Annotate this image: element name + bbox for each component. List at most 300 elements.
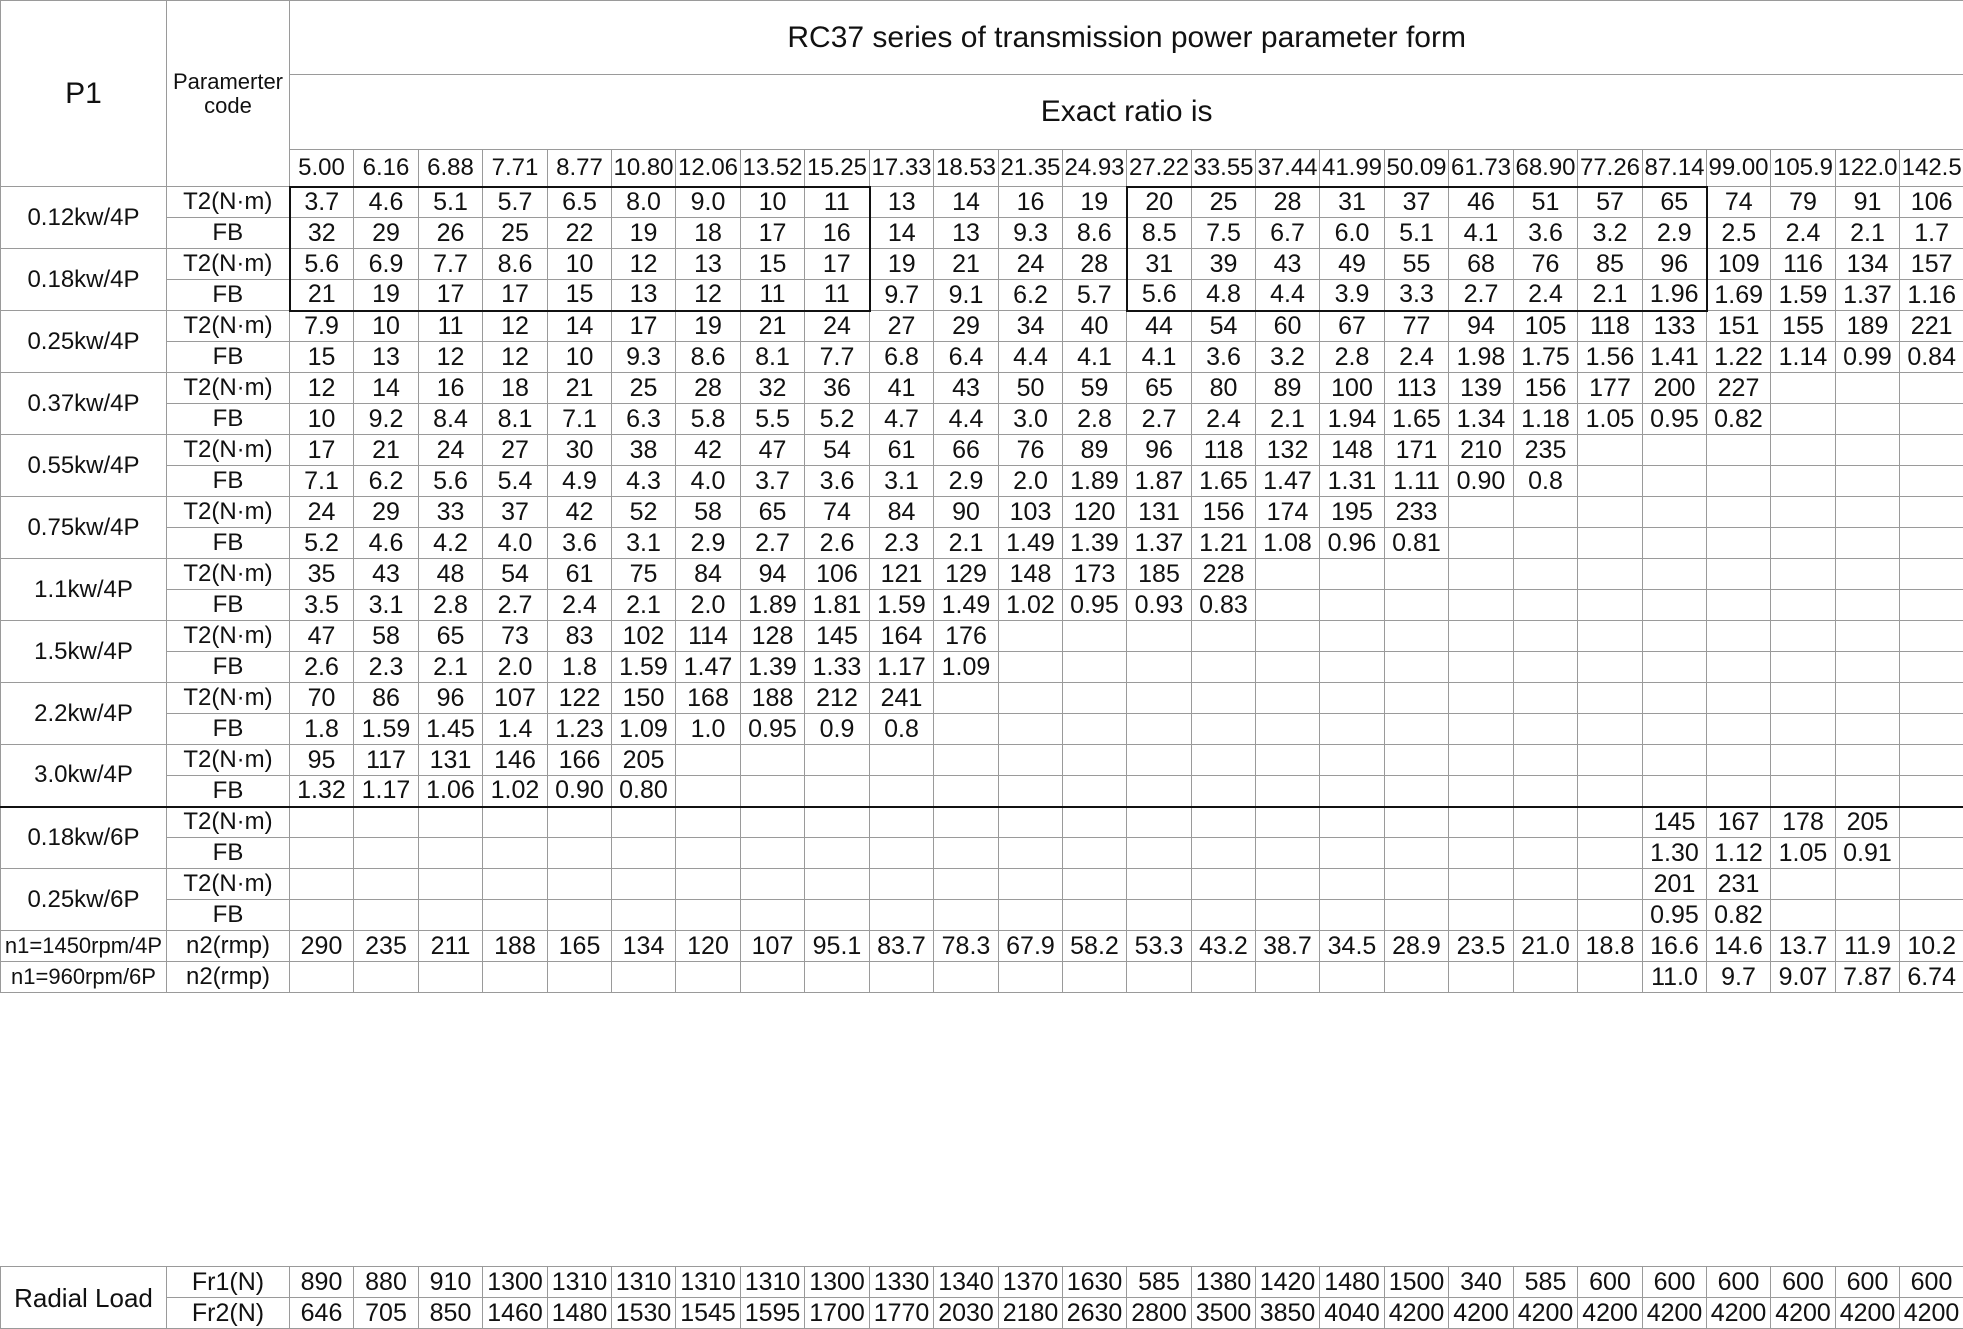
output-speed-cell — [612, 962, 676, 993]
service-factor-cell: 0.84 — [1900, 342, 1963, 373]
service-factor-cell — [1643, 714, 1707, 745]
fr2-value-cell: 1460 — [483, 1298, 548, 1329]
output-speed-cell: 290 — [290, 931, 354, 962]
service-factor-cell — [1900, 900, 1963, 931]
torque-value-cell: 21 — [548, 373, 612, 404]
service-factor-cell — [1900, 838, 1963, 869]
power-rating-cell: 1.1kw/4P — [1, 559, 167, 621]
torque-value-cell: 31 — [1127, 249, 1192, 280]
service-factor-cell — [1449, 714, 1514, 745]
output-speed-cell: 95.1 — [805, 931, 870, 962]
torque-value-cell — [676, 807, 741, 838]
service-factor-cell — [1836, 404, 1900, 435]
service-factor-cell — [483, 900, 548, 931]
service-factor-cell: 4.1 — [1127, 342, 1192, 373]
torque-value-cell: 24 — [290, 497, 354, 528]
output-speed-cell — [1320, 962, 1385, 993]
torque-value-cell — [1449, 745, 1514, 776]
torque-value-cell: 185 — [1127, 559, 1192, 590]
torque-value-cell: 176 — [934, 621, 999, 652]
service-factor-cell: 5.6 — [1127, 280, 1192, 311]
fr1-value-cell: 1630 — [1063, 1267, 1127, 1298]
service-factor-cell — [1836, 528, 1900, 559]
torque-value-cell — [934, 745, 999, 776]
ratio-cell: 8.77 — [548, 150, 612, 187]
output-speed-cell — [419, 962, 483, 993]
service-factor-cell: 9.7 — [870, 280, 934, 311]
service-factor-cell — [999, 900, 1063, 931]
output-speed-cell: 43.2 — [1192, 931, 1256, 962]
torque-value-cell: 54 — [1192, 311, 1256, 342]
service-factor-cell — [548, 838, 612, 869]
torque-value-cell: 84 — [870, 497, 934, 528]
parameter-code-cell: T2(N·m) — [167, 497, 290, 528]
torque-value-cell: 5.7 — [483, 187, 548, 218]
service-factor-cell — [1771, 528, 1836, 559]
service-factor-cell: 1.05 — [1771, 838, 1836, 869]
parameter-code-cell: FB — [167, 280, 290, 311]
torque-value-cell — [805, 869, 870, 900]
service-factor-cell: 2.8 — [1320, 342, 1385, 373]
output-speed-cell: 14.6 — [1707, 931, 1771, 962]
service-factor-cell: 9.2 — [354, 404, 419, 435]
service-factor-cell: 1.14 — [1771, 342, 1836, 373]
service-factor-cell: 17 — [483, 280, 548, 311]
torque-value-cell: 5.1 — [419, 187, 483, 218]
torque-value-cell: 58 — [676, 497, 741, 528]
service-factor-cell: 2.9 — [676, 528, 741, 559]
service-factor-cell — [1771, 404, 1836, 435]
torque-value-cell: 40 — [1063, 311, 1127, 342]
service-factor-cell — [1320, 900, 1385, 931]
torque-value-cell — [676, 745, 741, 776]
torque-value-cell: 96 — [419, 683, 483, 714]
service-factor-cell: 1.05 — [1578, 404, 1643, 435]
service-factor-cell: 0.83 — [1192, 590, 1256, 621]
torque-row — [1, 249, 1963, 280]
output-speed-cell: 134 — [612, 931, 676, 962]
torque-value-cell: 94 — [1449, 311, 1514, 342]
service-factor-cell: 0.82 — [1707, 404, 1771, 435]
service-factor-cell — [1836, 466, 1900, 497]
service-factor-cell: 2.6 — [290, 652, 354, 683]
output-speed-cell — [1256, 962, 1320, 993]
torque-value-cell — [1385, 745, 1449, 776]
service-factor-cell: 1.37 — [1127, 528, 1192, 559]
torque-value-cell: 241 — [870, 683, 934, 714]
service-factor-cell: 1.11 — [1385, 466, 1449, 497]
torque-value-cell — [1771, 373, 1836, 404]
service-factor-cell: 7.7 — [805, 342, 870, 373]
service-factor-cell: 3.6 — [1192, 342, 1256, 373]
service-factor-cell: 1.75 — [1514, 342, 1578, 373]
torque-value-cell: 17 — [612, 311, 676, 342]
fr2-value-cell: 3500 — [1192, 1298, 1256, 1329]
torque-value-cell: 17 — [805, 249, 870, 280]
torque-value-cell: 29 — [354, 497, 419, 528]
fr2-value-cell: 1480 — [548, 1298, 612, 1329]
torque-value-cell — [1192, 807, 1256, 838]
torque-value-cell: 67 — [1320, 311, 1385, 342]
torque-value-cell — [1192, 869, 1256, 900]
torque-value-cell: 195 — [1320, 497, 1385, 528]
service-factor-cell — [676, 776, 741, 807]
service-factor-cell — [1836, 776, 1900, 807]
torque-value-cell: 10 — [548, 249, 612, 280]
parameter-code-cell: FB — [167, 776, 290, 807]
service-factor-cell: 3.3 — [1385, 280, 1449, 311]
fr2-value-cell: 4200 — [1771, 1298, 1836, 1329]
fr1-value-cell: 880 — [354, 1267, 419, 1298]
torque-value-cell: 21 — [934, 249, 999, 280]
service-factor-cell — [1320, 652, 1385, 683]
torque-value-cell: 11 — [419, 311, 483, 342]
service-factor-cell — [805, 776, 870, 807]
service-factor-cell — [1320, 590, 1385, 621]
service-factor-cell — [290, 900, 354, 931]
torque-value-cell — [354, 869, 419, 900]
torque-value-cell: 36 — [805, 373, 870, 404]
service-factor-cell: 0.95 — [1063, 590, 1127, 621]
service-factor-cell — [1063, 652, 1127, 683]
service-factor-cell — [483, 838, 548, 869]
service-factor-cell — [870, 776, 934, 807]
parameter-code-header: Paramerter code — [167, 1, 290, 187]
output-speed-cell: 23.5 — [1449, 931, 1514, 962]
torque-value-cell: 28 — [1256, 187, 1320, 218]
service-factor-cell: 1.06 — [419, 776, 483, 807]
fr2-value-cell: 1530 — [612, 1298, 676, 1329]
service-factor-cell: 8.6 — [1063, 218, 1127, 249]
service-factor-cell — [1643, 466, 1707, 497]
torque-value-cell — [741, 807, 805, 838]
parameter-code-cell: FB — [167, 218, 290, 249]
ratio-cell: 122.0 — [1836, 150, 1900, 187]
output-speed-cell — [805, 962, 870, 993]
service-factor-cell — [1385, 652, 1449, 683]
output-speed-cell: 13.7 — [1771, 931, 1836, 962]
torque-value-cell — [870, 807, 934, 838]
service-factor-cell — [934, 776, 999, 807]
torque-value-cell: 34 — [999, 311, 1063, 342]
service-factor-cell: 1.56 — [1578, 342, 1643, 373]
service-factor-cell — [1127, 900, 1192, 931]
torque-value-cell — [1900, 497, 1963, 528]
torque-value-cell — [1127, 683, 1192, 714]
service-factor-cell: 1.09 — [612, 714, 676, 745]
torque-value-cell: 49 — [1320, 249, 1385, 280]
parameter-code-cell: FB — [167, 466, 290, 497]
torque-value-cell — [1900, 435, 1963, 466]
service-factor-cell: 1.69 — [1707, 280, 1771, 311]
torque-value-cell: 131 — [1127, 497, 1192, 528]
torque-value-cell: 105 — [1514, 311, 1578, 342]
service-factor-cell: 6.7 — [1256, 218, 1320, 249]
service-factor-cell: 0.91 — [1836, 838, 1900, 869]
service-factor-cell — [1192, 714, 1256, 745]
torque-value-cell: 114 — [676, 621, 741, 652]
service-factor-cell: 2.9 — [1643, 218, 1707, 249]
torque-value-cell: 94 — [741, 559, 805, 590]
torque-value-cell: 21 — [354, 435, 419, 466]
torque-value-cell: 6.5 — [548, 187, 612, 218]
service-factor-cell — [1900, 776, 1963, 807]
service-factor-cell: 1.30 — [1643, 838, 1707, 869]
torque-value-cell: 70 — [290, 683, 354, 714]
service-factor-cell: 3.1 — [870, 466, 934, 497]
service-factor-cell — [934, 838, 999, 869]
service-factor-cell — [1127, 714, 1192, 745]
service-factor-cell — [1192, 776, 1256, 807]
ratio-cell: 21.35 — [999, 150, 1063, 187]
service-factor-cell: 1.47 — [676, 652, 741, 683]
torque-value-cell: 43 — [1256, 249, 1320, 280]
torque-value-cell: 29 — [934, 311, 999, 342]
service-factor-cell — [870, 900, 934, 931]
service-factor-row — [1, 404, 1963, 435]
torque-value-cell — [1192, 621, 1256, 652]
torque-row — [1, 869, 1963, 900]
service-factor-cell: 5.8 — [676, 404, 741, 435]
service-factor-cell — [1771, 466, 1836, 497]
service-factor-cell: 4.4 — [999, 342, 1063, 373]
service-factor-cell — [1320, 838, 1385, 869]
service-factor-cell — [1836, 652, 1900, 683]
torque-value-cell: 106 — [1900, 187, 1963, 218]
service-factor-cell: 2.7 — [1449, 280, 1514, 311]
fr1-value-cell: 600 — [1707, 1267, 1771, 1298]
service-factor-cell: 3.1 — [354, 590, 419, 621]
service-factor-cell: 18 — [676, 218, 741, 249]
service-factor-cell: 2.3 — [354, 652, 419, 683]
torque-value-cell: 65 — [741, 497, 805, 528]
service-factor-cell: 1.17 — [870, 652, 934, 683]
fr1-row — [1, 1267, 1963, 1298]
service-factor-cell — [1900, 714, 1963, 745]
torque-value-cell — [1449, 683, 1514, 714]
torque-value-cell — [1514, 807, 1578, 838]
torque-value-cell — [1063, 683, 1127, 714]
ratio-cell: 41.99 — [1320, 150, 1385, 187]
service-factor-cell: 6.2 — [999, 280, 1063, 311]
service-factor-cell — [1063, 900, 1127, 931]
torque-value-cell: 132 — [1256, 435, 1320, 466]
service-factor-cell: 1.08 — [1256, 528, 1320, 559]
torque-value-cell: 75 — [612, 559, 676, 590]
service-factor-cell: 4.1 — [1063, 342, 1127, 373]
service-factor-cell: 4.8 — [1192, 280, 1256, 311]
torque-value-cell — [1707, 745, 1771, 776]
service-factor-cell — [999, 652, 1063, 683]
output-speed-cell: 211 — [419, 931, 483, 962]
torque-value-cell: 231 — [1707, 869, 1771, 900]
torque-value-cell — [1900, 559, 1963, 590]
service-factor-cell: 1.39 — [1063, 528, 1127, 559]
service-factor-cell: 2.8 — [419, 590, 483, 621]
torque-value-cell: 12 — [612, 249, 676, 280]
torque-value-cell: 146 — [483, 745, 548, 776]
service-factor-cell: 13 — [612, 280, 676, 311]
service-factor-cell: 29 — [354, 218, 419, 249]
service-factor-cell: 1.02 — [483, 776, 548, 807]
service-factor-cell: 12 — [419, 342, 483, 373]
service-factor-cell: 17 — [741, 218, 805, 249]
service-factor-cell — [1385, 590, 1449, 621]
torque-value-cell: 89 — [1256, 373, 1320, 404]
service-factor-cell: 0.8 — [870, 714, 934, 745]
service-factor-cell — [999, 838, 1063, 869]
torque-value-cell — [999, 621, 1063, 652]
torque-value-cell: 221 — [1900, 311, 1963, 342]
ratio-cell: 15.25 — [805, 150, 870, 187]
fr1-value-cell: 1420 — [1256, 1267, 1320, 1298]
service-factor-cell — [548, 900, 612, 931]
torque-value-cell — [1643, 559, 1707, 590]
torque-value-cell — [1836, 559, 1900, 590]
torque-value-cell: 3.7 — [290, 187, 354, 218]
service-factor-cell — [612, 838, 676, 869]
service-factor-cell: 6.4 — [934, 342, 999, 373]
torque-value-cell: 48 — [419, 559, 483, 590]
service-factor-cell: 5.2 — [805, 404, 870, 435]
service-factor-row — [1, 714, 1963, 745]
parameter-code-cell: T2(N·m) — [167, 435, 290, 466]
torque-value-cell: 20 — [1127, 187, 1192, 218]
service-factor-cell — [1836, 714, 1900, 745]
torque-value-cell — [1643, 621, 1707, 652]
output-speed-cell — [1127, 962, 1192, 993]
fr2-value-cell: 4040 — [1320, 1298, 1385, 1329]
torque-value-cell: 76 — [999, 435, 1063, 466]
torque-value-cell — [419, 869, 483, 900]
ratio-cell: 33.55 — [1192, 150, 1256, 187]
torque-value-cell — [1836, 869, 1900, 900]
radial-load-label: Radial Load — [1, 1267, 167, 1329]
parameter-code-cell: T2(N·m) — [167, 621, 290, 652]
fr2-value-cell: 4200 — [1643, 1298, 1707, 1329]
torque-value-cell: 16 — [419, 373, 483, 404]
parameter-code-cell: T2(N·m) — [167, 807, 290, 838]
torque-value-cell: 171 — [1385, 435, 1449, 466]
torque-value-cell: 65 — [1127, 373, 1192, 404]
fr1-value-cell: 1310 — [741, 1267, 805, 1298]
service-factor-cell — [1707, 714, 1771, 745]
service-factor-cell — [676, 900, 741, 931]
torque-value-cell: 16 — [999, 187, 1063, 218]
torque-value-cell — [1900, 869, 1963, 900]
torque-value-cell: 164 — [870, 621, 934, 652]
service-factor-cell — [290, 838, 354, 869]
torque-value-cell — [1256, 807, 1320, 838]
fr2-value-cell: 3850 — [1256, 1298, 1320, 1329]
fr1-value-cell: 890 — [290, 1267, 354, 1298]
service-factor-cell: 1.47 — [1256, 466, 1320, 497]
service-factor-cell — [1771, 776, 1836, 807]
torque-value-cell: 7.7 — [419, 249, 483, 280]
torque-value-cell: 46 — [1449, 187, 1514, 218]
service-factor-cell — [805, 838, 870, 869]
service-factor-cell: 2.4 — [1514, 280, 1578, 311]
service-factor-cell: 1.37 — [1836, 280, 1900, 311]
service-factor-row — [1, 590, 1963, 621]
service-factor-cell: 12 — [483, 342, 548, 373]
service-factor-cell — [741, 776, 805, 807]
torque-value-cell: 43 — [934, 373, 999, 404]
output-speed-cell: 21.0 — [1514, 931, 1578, 962]
service-factor-row — [1, 466, 1963, 497]
service-factor-cell: 15 — [548, 280, 612, 311]
service-factor-cell: 3.0 — [999, 404, 1063, 435]
fr2-row — [1, 1298, 1963, 1329]
torque-value-cell: 65 — [1643, 187, 1707, 218]
fr2-value-cell: 2630 — [1063, 1298, 1127, 1329]
torque-value-cell: 150 — [612, 683, 676, 714]
service-factor-cell — [1707, 590, 1771, 621]
ratio-cell: 50.09 — [1385, 150, 1449, 187]
output-speed-cell: 83.7 — [870, 931, 934, 962]
service-factor-cell: 0.9 — [805, 714, 870, 745]
parameter-code-cell: FB — [167, 652, 290, 683]
service-factor-cell: 1.34 — [1449, 404, 1514, 435]
torque-value-cell: 96 — [1127, 435, 1192, 466]
torque-row — [1, 311, 1963, 342]
service-factor-cell: 0.90 — [548, 776, 612, 807]
torque-value-cell: 233 — [1385, 497, 1449, 528]
service-factor-cell: 0.8 — [1514, 466, 1578, 497]
fr1-value-cell: 600 — [1771, 1267, 1836, 1298]
torque-value-cell — [1771, 745, 1836, 776]
torque-value-cell: 52 — [612, 497, 676, 528]
torque-value-cell: 156 — [1192, 497, 1256, 528]
ratio-cell: 105.9 — [1771, 150, 1836, 187]
torque-value-cell: 37 — [1385, 187, 1449, 218]
service-factor-cell: 1.89 — [741, 590, 805, 621]
torque-value-cell: 61 — [548, 559, 612, 590]
torque-value-cell: 12 — [483, 311, 548, 342]
service-factor-cell: 1.09 — [934, 652, 999, 683]
service-factor-cell: 5.7 — [1063, 280, 1127, 311]
service-factor-cell — [1771, 652, 1836, 683]
ratio-cell: 99.00 — [1707, 150, 1771, 187]
service-factor-cell: 22 — [548, 218, 612, 249]
torque-value-cell: 54 — [483, 559, 548, 590]
torque-row — [1, 683, 1963, 714]
service-factor-cell: 3.9 — [1320, 280, 1385, 311]
service-factor-cell: 2.4 — [1192, 404, 1256, 435]
torque-value-cell — [1449, 869, 1514, 900]
torque-value-cell: 118 — [1578, 311, 1643, 342]
torque-value-cell — [1836, 373, 1900, 404]
fr2-value-cell: 705 — [354, 1298, 419, 1329]
fr2-value-cell: 4200 — [1578, 1298, 1643, 1329]
service-factor-cell — [676, 838, 741, 869]
service-factor-cell — [1449, 590, 1514, 621]
service-factor-row — [1, 342, 1963, 373]
torque-value-cell — [999, 745, 1063, 776]
torque-value-cell: 60 — [1256, 311, 1320, 342]
torque-value-cell — [1707, 683, 1771, 714]
fr2-value-cell: 4200 — [1385, 1298, 1449, 1329]
fr1-value-cell: 340 — [1449, 1267, 1514, 1298]
torque-value-cell: 4.6 — [354, 187, 419, 218]
torque-value-cell — [1836, 621, 1900, 652]
torque-value-cell — [1643, 435, 1707, 466]
service-factor-cell: 8.1 — [483, 404, 548, 435]
service-factor-cell: 9.3 — [999, 218, 1063, 249]
torque-row — [1, 435, 1963, 466]
service-factor-cell — [1578, 528, 1643, 559]
output-speed-cell: 38.7 — [1256, 931, 1320, 962]
